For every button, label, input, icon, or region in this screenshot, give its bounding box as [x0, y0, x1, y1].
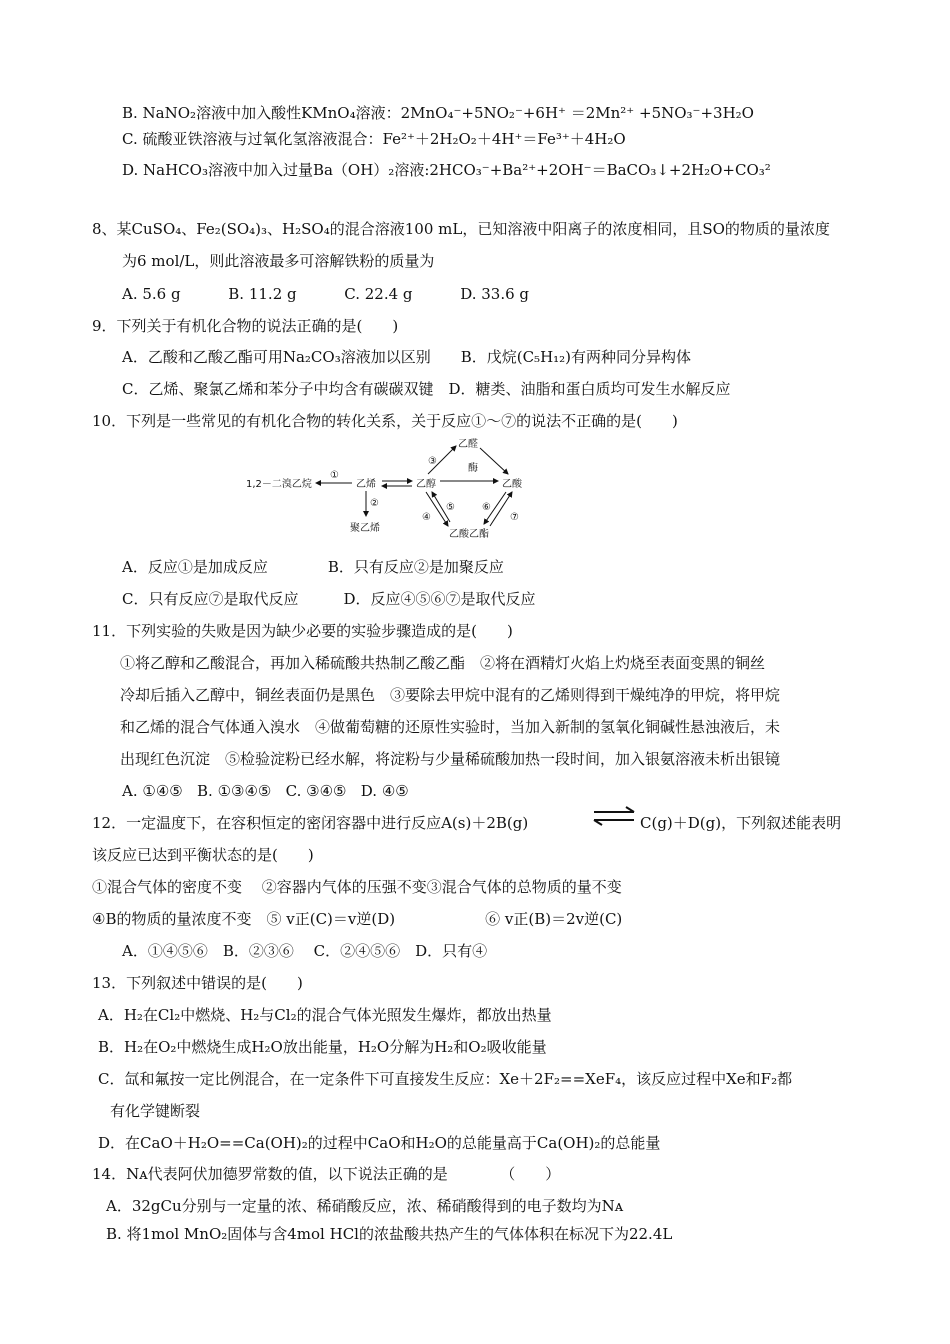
reaction-diagram: [244, 434, 544, 544]
q10-options-cd: C．只有反应⑦是取代反应 D．反应④⑤⑥⑦是取代反应: [122, 590, 536, 608]
q10-stem: 10．下列是一些常见的有机化合物的转化关系，关于反应①～⑦的说法不正确的是( ): [92, 412, 678, 430]
q12-stem-cont: C(g)＋D(g)，下列叙述能表明: [640, 814, 842, 832]
q13-option-a: A．H₂在Cl₂中燃烧、H₂与Cl₂的混合气体光照发生爆炸，都放出热量: [98, 1006, 552, 1024]
q7-option-b: B. NaNO₂溶液中加入酸性KMnO₄溶液：2MnO₄⁻+5NO₂⁻+6H⁺ ＝2Mn²⁺ +5NO₃⁻+3H₂O: [122, 104, 754, 122]
label-r2: ②: [370, 498, 379, 509]
q8-stem-cont: 为6 mol/L，则此溶液最多可溶解铁粉的质量为: [122, 252, 435, 270]
q9-stem: 9．下列关于有机化合物的说法正确的是( ): [92, 317, 399, 335]
node-ethylene: 乙烯: [356, 479, 376, 490]
equilibrium-arrow-icon: [590, 804, 638, 828]
q12-items-2: ④B的物质的量浓度不变 ⑤ v正(C)＝v逆(D) ⑥ v正(B)＝2v逆(C): [92, 910, 623, 928]
q10-options-ab: A．反应①是加成反应 B．只有反应②是加聚反应: [122, 558, 504, 576]
q12-items-1: ①混合气体的密度不变 ②容器内气体的压强不变③混合气体的总物质的量不变: [92, 878, 622, 896]
q11-options: A. ①④⑤ B. ①③④⑤ C. ③④⑤ D. ④⑤: [122, 782, 409, 800]
q9-options-ab: A．乙酸和乙酸乙酯可用Na₂CO₃溶液加以区别 B．戊烷(C₅H₁₂)有两种同分异构体: [122, 348, 692, 366]
q11-line-2: 冷却后插入乙醇中，铜丝表面仍是黑色 ③要除去甲烷中混有的乙烯则得到干燥纯净的甲烷，将甲烷: [120, 686, 781, 704]
q12-stem-line-2: 该反应已达到平衡状态的是( ): [92, 846, 314, 864]
label-r4: ④: [422, 512, 431, 523]
q8-options: A. 5.6 g B. 11.2 g C. 22.4 g D. 33.6 g: [122, 285, 530, 303]
q9-options-cd: C．乙烯、聚氯乙烯和苯分子中均含有碳碳双键 D．糖类、油脂和蛋白质均可发生水解反应: [122, 380, 731, 398]
node-ethyl-acetate: 乙酸乙酯: [449, 529, 489, 540]
q11-stem: 11．下列实验的失败是因为缺少必要的实验步骤造成的是( ): [92, 622, 513, 640]
q12-stem: 12．一定温度下，在容积恒定的密闭容器中进行反应A(s)＋2B(g): [92, 814, 529, 832]
arrow-7: [490, 492, 512, 526]
q11-line-4: 出现红色沉淀 ⑤检验淀粉已经水解，将淀粉与少量稀硫酸加热一段时间，加入银氨溶液未析出银镜: [120, 750, 781, 768]
q13-option-b: B．H₂在O₂中燃烧生成H₂O放出能量，H₂O分解为H₂和O₂吸收能量: [98, 1038, 547, 1056]
q11-line-3: 和乙烯的混合气体通入溴水 ④做葡萄糖的还原性实验时，当加入新制的氢氧化铜碱性悬浊液后，未: [120, 718, 781, 736]
q14-option-a: A．32gCu分别与一定量的浓、稀硝酸反应，浓、稀硝酸得到的电子数均为Nᴀ: [106, 1197, 624, 1215]
label-r3: ③: [428, 456, 437, 467]
q11-line-1: ①将乙醇和乙酸混合，再加入稀硫酸共热制乙酸乙酯 ②将在酒精灯火焰上灼烧至表面变黑的铜丝: [120, 654, 766, 672]
q12-options: A．①④⑤⑥ B．②③⑥ C．②④⑤⑥ D．只有④: [122, 942, 488, 960]
node-acetaldehyde: 乙醛: [458, 439, 478, 450]
label-r6: ⑥: [482, 502, 491, 513]
q14-option-b: B. 将1mol MnO₂固体与含4mol HCl的浓盐酸共热产生的气体体积在标况下为22.4L: [106, 1225, 673, 1243]
q7-option-c: C. 硫酸亚铁溶液与过氧化氢溶液混合：Fe²⁺＋2H₂O₂＋4H⁺＝Fe³⁺＋4H₂O: [122, 130, 626, 148]
q13-option-d: D．在CaO＋H₂O==Ca(OH)₂的过程中CaO和H₂O的总能量高于Ca(OH)₂的总能量: [98, 1134, 661, 1152]
node-polyethylene: 聚乙烯: [350, 523, 380, 534]
q13-option-c: C．氙和氟按一定比例混合，在一定条件下可直接发生反应：Xe＋2F₂==XeF₄，该反应过程中Xe和F₂都: [98, 1070, 793, 1088]
q13-stem: 13．下列叙述中错误的是( ): [92, 974, 303, 992]
node-dibromoethane: 1,2－二溴乙烷: [246, 479, 312, 490]
q13-option-c-cont: 有化学键断裂: [110, 1102, 201, 1120]
reagent-enzyme-label: 酶: [468, 463, 478, 474]
node-acetic-acid: 乙酸: [502, 479, 522, 490]
q14-stem: 14．Nᴀ代表阿伏加德罗常数的值，以下说法正确的是 （ ）: [92, 1165, 561, 1183]
q7-option-d: D. NaHCO₃溶液中加入过量Ba（OH）₂溶液:2HCO₃⁻+Ba²⁺+2OH⁻＝BaCO₃↓+2H₂O+CO₃²: [122, 161, 771, 179]
label-r1: ①: [330, 470, 339, 481]
label-r7: ⑦: [510, 512, 519, 523]
label-r5: ⑤: [446, 502, 455, 513]
q8-stem: 8、某CuSO₄、Fe₂(SO₄)₃、H₂SO₄的混合溶液100 mL，已知溶液中阳离子的浓度相同，且SO的物质的量浓度: [92, 220, 830, 238]
arrow-oxidation: [480, 448, 508, 474]
node-ethanol: 乙醇: [416, 479, 436, 490]
